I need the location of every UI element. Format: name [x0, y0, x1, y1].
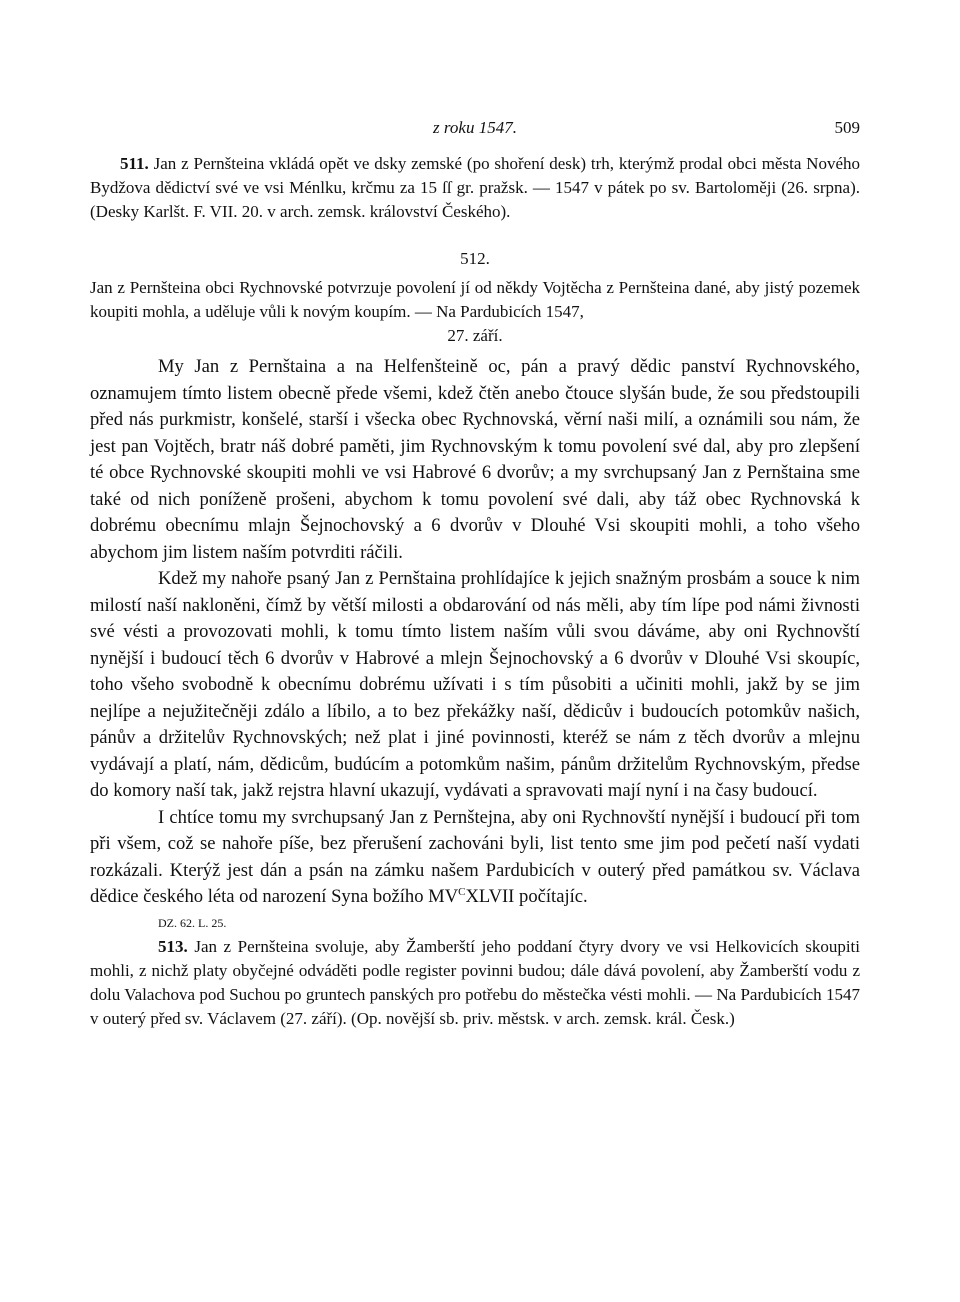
- document-512-paragraph-2: Kdež my nahoře psaný Jan z Pernštaina prohlídajíce k jejich snažným prosbám a souce k nim milostí naší nakloněni, čímž by větší milosti a obdarování od nás měli, aby tím lípe pod námi živnosti své vésti a provozovati mohli, k tomu tímto listem naším vůli svou dáváme, aby oni Rychnovští nynější i budoucí těch 6 dvorův v Habrové a mlejn Šejnochovský a 6 dvorův v Dlouhé Vsi skoupíc, toho všeho svobodně k obecnímu dobrému užívati i s tím působiti a učiniti mohli, jakž by se jim nejlípe a nejužitečněji zdálo a líbilo, a to bez překážky naší, dědicův i budoucích potomkův našich, pánův a držitelův Rychnovských; než plat i jiné povinnosti, kteréž se nám z těch dvorův a mlejnu vydávají a platí, nám, dědicům, budúcím a potomkům našim, pánům držitelům Rychnovským, předse do komory naší tak, jakž rejstra hlavní ukazují, vydávati a spravovati mají nyní i na časy budoucí.: [90, 568, 860, 801]
- document-512-regest: Jan z Pernšteina obci Rychnovské potvrzuje povolení jí od někdy Vojtěcha z Pernšteina dané, aby jistý pozemek koupiti mohla, a uděluje vůli k novým koupím. — Na Pardubicích 1547,: [90, 278, 860, 321]
- document-512-paragraph-3-text: I chtíce tomu my svrchupsaný Jan z Pernštejna, aby oni Rychnovští nynější i budoucí při tom při všem, což se nahoře píše, bez přerušení zachováni byli, list tento sme jim pod pečetí naší vydati rozkázali. Kterýž jest dán a psán na zámku našem Pardubicích v outerý před památkou sv. Václava dědice českého léta od narození Syna božího MV: [90, 806, 860, 907]
- page-header-title: z roku 1547.: [433, 118, 517, 137]
- entry-513: [90, 935, 860, 1031]
- document-512-paragraph-1: My Jan z Pernštaina a na Helfenšteině oc, pán a pravý dědic panství Rychnovského, oznamujem tímto listem obecně přede všemi, kdež čtěn anebo čtouce slyšán bude, že sou předstoupili před nás purkmistr, konšelé, starší i všecka obec Rychnovská, věrní naši milí, a oznámili sou nám, že jest pan Vojtěch, bratr náš dobré paměti, jim Rychnovským k tomu povolení své dal, aby pro zlepšení té obce Rychnovské skoupiti mohli ve vsi Habrové 6 dvorův; a my svrchupsaný Jan z Pernštaina sme také od nich poníženě prošeni, abychom k tomu povolení své dali, aby táž obec Rychnovská k dobrému obecnímu mlajn Šejnochovský a 6 dvorův v Dlouhé Vsi skoupiti mohli, a toho všeho abychom jim listem naším potvrditi ráčili.: [90, 356, 860, 563]
- running-head: [90, 108, 860, 138]
- document-512-source: DZ. 62. L. 25.: [158, 915, 227, 930]
- document-512-date-tail: XLVII počítajíc.: [465, 886, 588, 907]
- page-number: 509: [834, 118, 860, 137]
- entry-513-text: Jan z Pernšteina svoluje, aby Žamberští jeho poddaní čtyry dvory ve vsi Helkovicích skoupiti mohli, z nichž platy obyčejné odváděti podle register povinni budou; dále dává povolení, aby Žamberští vodu z dolu Valachova pod Suchou po gruntech panských pro potřebu do městečka vésti mohli. — Na Pardubicích 1547 v outerý před sv. Václavem (27. září). (Op. novější sb. priv. městsk. v arch. zemsk. král. Česk.): [90, 936, 860, 1028]
- document-page: [90, 108, 860, 1031]
- entry-513-number: 513.: [158, 936, 188, 956]
- document-512-regest-date: 27. září.: [447, 326, 503, 345]
- year-superscript: C: [458, 885, 466, 898]
- document-512-number: 512.: [460, 249, 490, 268]
- document-512-paragraph-3: [90, 805, 860, 911]
- entry-511: [90, 152, 860, 224]
- entry-511-text: Jan z Pernšteina vkládá opět ve dsky zemské (po shoření desk) trh, kterýmž prodal obci města Nového Bydžova dědictví své ve vsi Ménlku, krčmu za 15 ſſ gr. pražsk. — 1547 v pátek po sv. Bartoloměji (26. srpna). (Desky Karlšt. F. VII. 20. v arch. zemsk. království Českého).: [90, 154, 861, 221]
- entry-511-number: 511.: [120, 154, 149, 173]
